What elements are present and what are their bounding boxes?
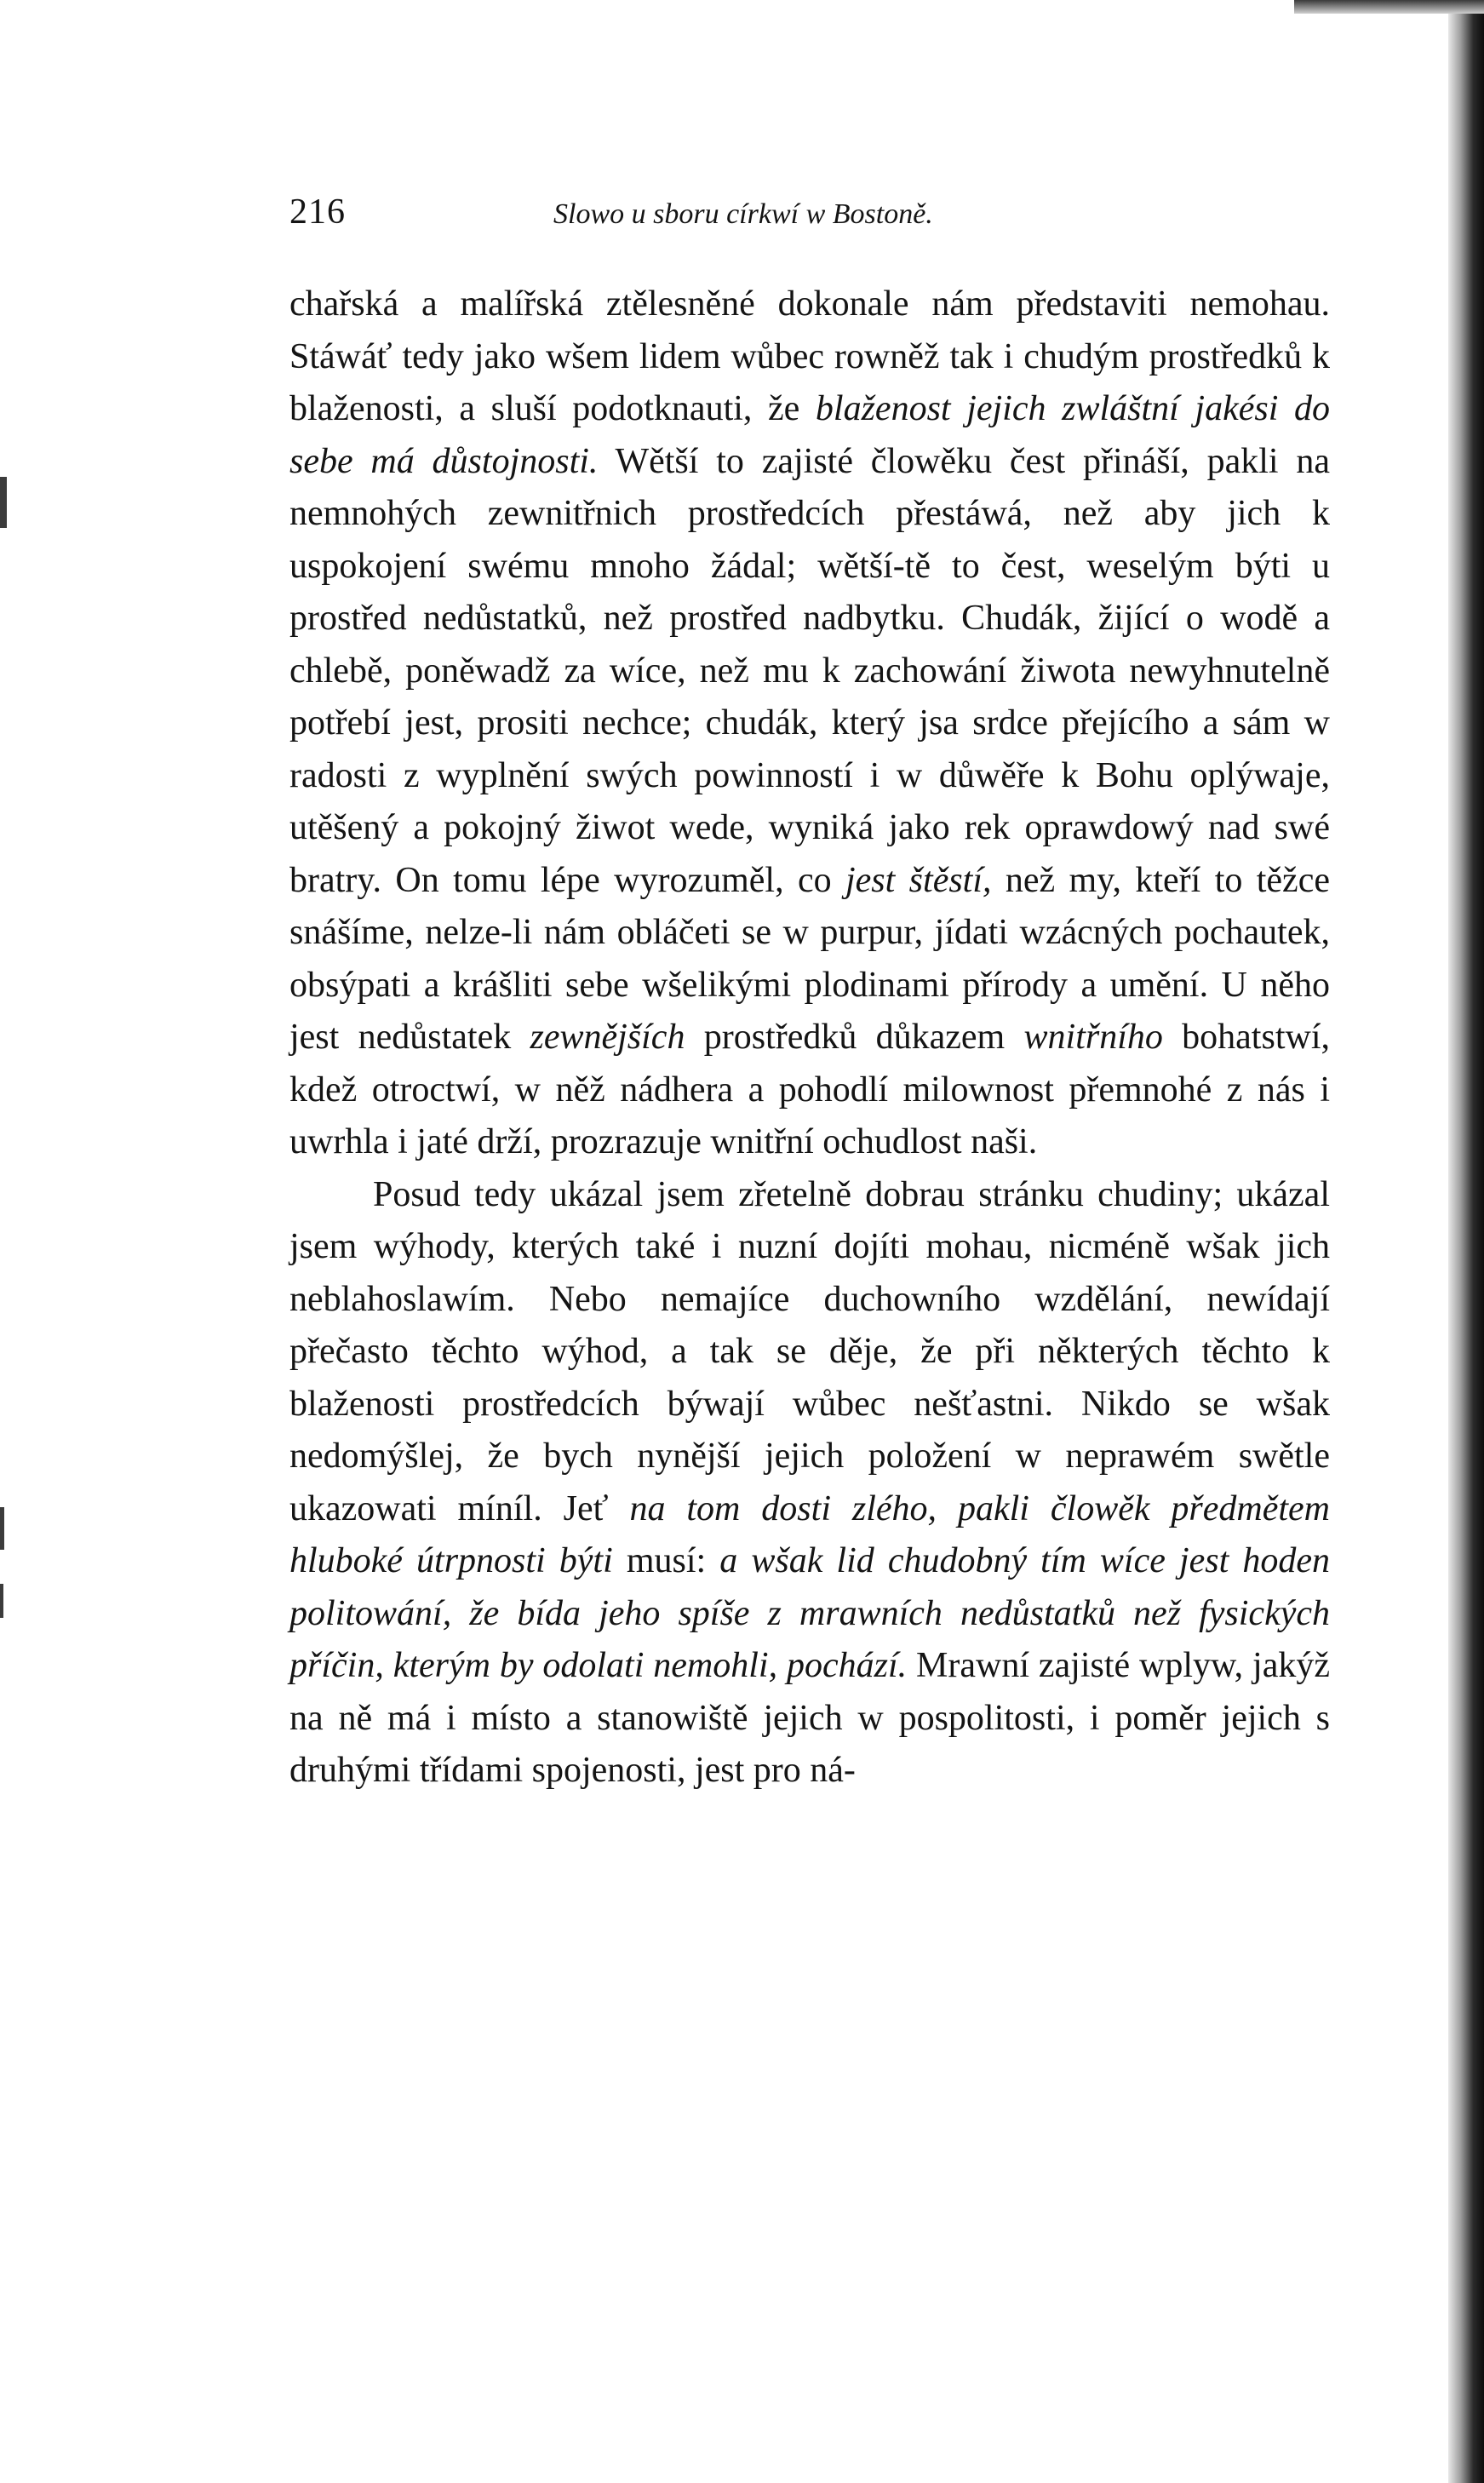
running-head: Slowo u sboru církwí w Bostoně. — [553, 198, 933, 230]
italic-text: a wšak lid chudobný tím wíce jest hoden politowání, že bída jeho spíše z mrawních nedůstatků než fysických příčin, kterým by odolati nemohli, pochází. — [289, 1541, 1330, 1685]
binding-mark — [0, 477, 7, 528]
page-edge-shadow — [1448, 0, 1484, 2483]
text-run: musí: — [612, 1541, 720, 1580]
text-run: Mrawní zajisté wplyw, jakýž na ně má i místo a stanowiště jejich w pospolitosti, i poměr jejich s druhými třídami spojenosti, jest pro ná- — [289, 1646, 1330, 1790]
text-run: než my, kteří to těžce snášíme, nelze-li nám obláčeti se w purpur, jídati wzácných pochautek, obsýpati a krášliti sebe wšelikými plodinami přírody a umění. U něho jest nedůstatek — [289, 860, 1330, 1057]
text-run: bohatstwí, kdež otroctwí, w něž nádhera a pohodlí milownost přemnohé z nás i uwrhla i jaté drží, prozrazuje wnitřní ochudlost naši. — [289, 1018, 1330, 1161]
binding-mark — [0, 1507, 4, 1550]
text-run: Wětší to zajisté člowěku čest přináší, pakli na nemnohých zewnitřnich prostředcích přestáwá, než aby jich k uspokojení swému mnoho žádal; wětší-tě to čest, weselým býti u prostřed nedůstatků, než prostřed nadbytku. Chudák, žijící o wodě a chlebě, poněwadž za wíce, než mu k zachowání žiwota newyhnutelně potřebí jest, prositi nechce; chudák, který jsa srdce přejícího a sám w radosti z wyplnění swých powinností i w důwěře k Bohu oplýwaje, utěšený a pokojný žiwot wede, wyniká jako rek oprawdowý nad swé bratry. On tomu lépe wyrozuměl, co — [289, 441, 1331, 900]
paragraph — [289, 278, 1330, 1169]
page-corner-shadow — [1294, 0, 1484, 14]
text-run: Posud tedy ukázal jsem zřetelně dobrau stránku chudiny; ukázal jsem wýhody, kterých také i nuzní dojíti mohau, nicméně wšak jich neblahoslawím. Nebo nemajíce duchowního wzdělání, newídají přečasto těchto wýhod, a tak se děje, že při některých těchto k blaženosti prostředcích býwají wůbec nešťastni. Nikdo se wšak nedomýšlej, že bych nynější jejich položení w neprawém swětle ukazowati míníl. Jeť — [289, 1174, 1330, 1528]
page-header — [289, 192, 1330, 243]
paragraph — [289, 1169, 1330, 1798]
body-text — [289, 278, 1330, 1798]
italic-text: zewnějších — [530, 1018, 685, 1057]
binding-mark — [0, 1584, 3, 1618]
italic-text: wnitřního — [1023, 1018, 1163, 1057]
italic-text: jest štěstí, — [845, 860, 992, 900]
page-number: 216 — [289, 192, 346, 232]
italic-text: na tom dosti zlého, pakli člowěk předmětem hluboké útrpnosti býti — [289, 1488, 1331, 1580]
italic-text: blaženost jejich zwláštní jakési do sebe má důstojnosti. — [289, 389, 1330, 481]
text-run: chařská a malířská ztělesněné dokonale nám představiti nemohau. Stáwáť tedy jako wšem lidem wůbec rowněž tak i chudým prostředků k blaženosti, a sluší podotknauti, že — [289, 284, 1330, 428]
book-page — [289, 192, 1330, 1798]
text-run: prostředků důkazem — [685, 1018, 1024, 1057]
